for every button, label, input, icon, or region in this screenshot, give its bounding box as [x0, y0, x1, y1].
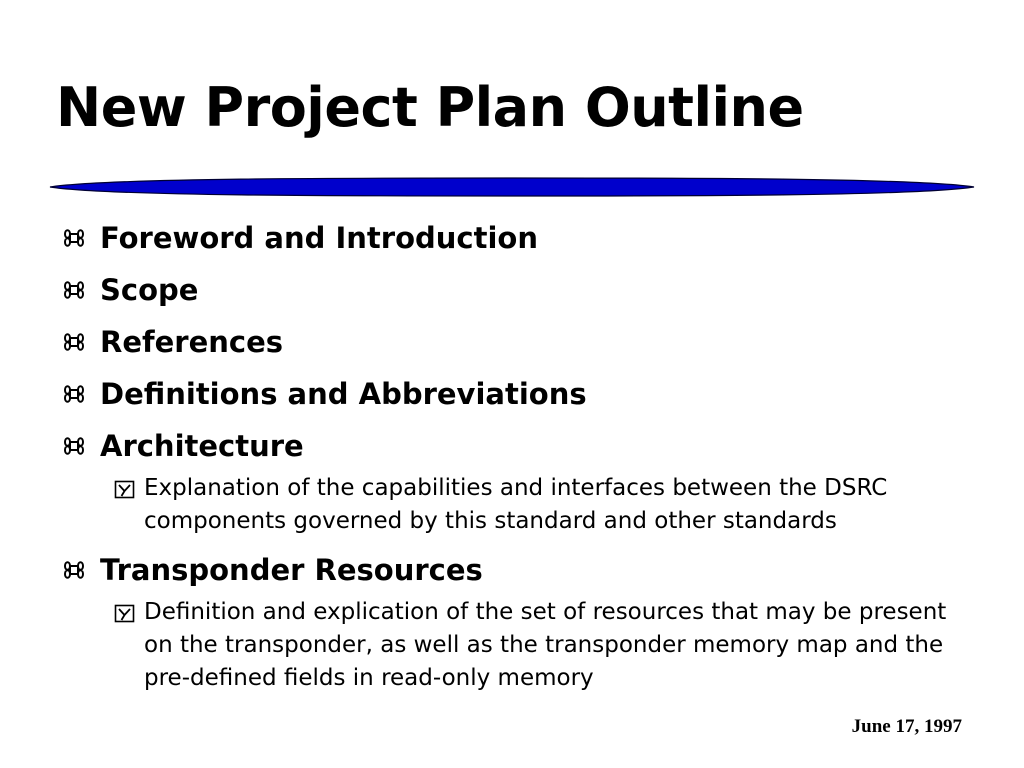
outline-item-label: Architecture: [100, 429, 304, 463]
command-key-icon: [62, 218, 100, 258]
command-key-icon: [62, 270, 100, 310]
sub-item: [114, 596, 982, 695]
slide-title: New Project Plan Outline: [56, 76, 804, 139]
outline-item: [62, 270, 982, 310]
checkbox-y-icon: [114, 596, 144, 630]
outline-item: [62, 550, 982, 695]
command-key-icon: [62, 322, 100, 362]
outline-item: [62, 218, 982, 258]
command-key-icon: [62, 374, 100, 414]
outline-item: [62, 322, 982, 362]
outline-item-label: Scope: [100, 273, 199, 307]
command-key-icon: [62, 550, 100, 590]
outline-item-label: Definitions and Abbreviations: [100, 377, 587, 411]
outline-list: [62, 218, 982, 707]
checkbox-y-icon: [114, 472, 144, 506]
command-key-icon: [62, 426, 100, 466]
sub-list: [114, 472, 982, 538]
sub-item-text: Definition and explication of the set of resources that may be present on the transponder, as well as the transponder memory map and the pre-defined fields in read-only memory: [144, 599, 947, 691]
outline-item-label: Transponder Resources: [100, 553, 483, 587]
outline-item-label: References: [100, 325, 284, 359]
outline-item: [62, 374, 982, 414]
outline-item: [62, 426, 982, 538]
footer-date: June 17, 1997: [851, 716, 962, 737]
sub-item-text: Explanation of the capabilities and interfaces between the DSRC components governed by this standard and other standards: [144, 475, 888, 534]
outline-item-label: Foreword and Introduction: [100, 221, 538, 255]
title-divider: [48, 176, 976, 198]
sub-item: [114, 472, 982, 538]
sub-list: [114, 596, 982, 695]
